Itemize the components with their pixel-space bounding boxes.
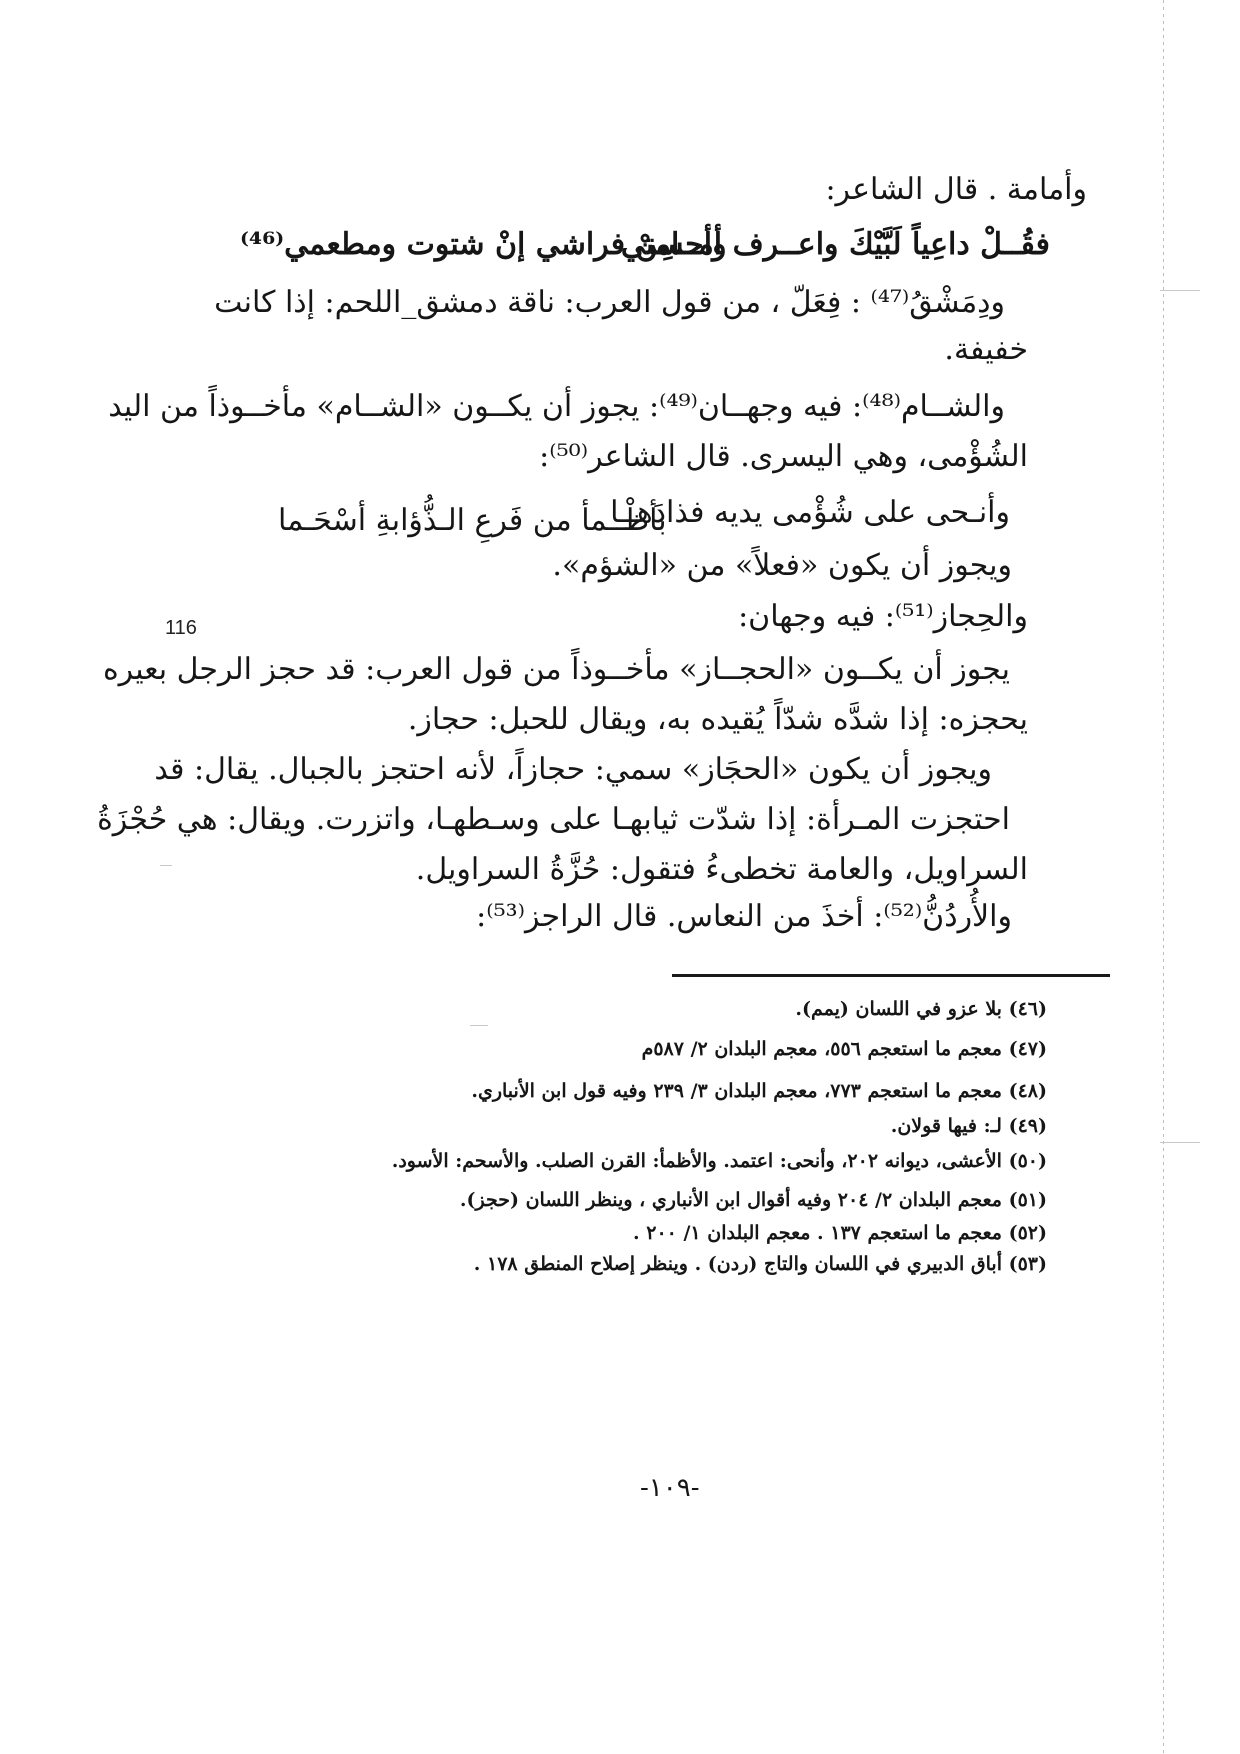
intro-line: وأمامة . قال الشاعر: (825, 172, 1087, 207)
scan-speck (1160, 1142, 1200, 1143)
margin-number: 116 (165, 617, 197, 639)
verse-1-first-hemistich: فقُــلْ داعِياً لَبَّيْكَ واعــرف أمــامتي (620, 227, 1050, 262)
verse-1-second-hemistich: وأحسِنْ فراشي إنْ شتوت ومطعمي⁽⁴⁶⁾ (240, 227, 727, 262)
hijaz-paragraph-line-2: يحجزه: إذا شدَّه شدّاً يُقيده به، ويقال للحبل: حجاز. (407, 702, 1028, 737)
scan-speck (470, 1025, 488, 1026)
verse-2-second-hemistich: بأظْــمأ من فَرعِ الـذُّؤابةِ أسْحَـما (278, 503, 667, 538)
footnote-47: (٤٧) معجم ما استعجم ٥٥٦، معجم البلدان ٢/ ٥٨٧م (641, 1038, 1047, 1060)
footnote-50: (٥٠) الأعشى، ديوانه ٢٠٢، وأنحى: اعتمد. والأظمأ: القرن الصلب. والأسحم: الأسود. (391, 1150, 1047, 1172)
footnote-49: (٤٩) لـ: فيها قولان. (890, 1115, 1047, 1137)
sham-paragraph-line-2: الشُؤْمى، وهي اليسرى. قال الشاعر⁽⁵⁰⁾: (539, 439, 1028, 474)
verse-2-first-hemistich: وأنـحى على شُؤْمى يديه فذادَهــا (610, 495, 1010, 530)
footnote-51: (٥١) معجم البلدان ٢/ ٢٠٤ وفيه أقوال ابن الأنباري ، وينظر اللسان (حجز). (459, 1189, 1047, 1211)
hijaz-paragraph-line-5: السراويل، والعامة تخطىءُ فتقول: حُزَّةُ السراويل. (415, 852, 1028, 887)
page-number: -١٠٩- (640, 1473, 700, 1503)
footnote-53: (٥٣) أباق الدبيري في اللسان والتاج (ردن) . وينظر إصلاح المنطق ١٧٨ . (473, 1253, 1047, 1275)
sham-paragraph-line-1: والشــام⁽⁴⁸⁾: فيه وجهــان⁽⁴⁹⁾: يجوز أن يكــون «الشــام» مأخــوذاً من اليد (108, 389, 1005, 424)
sham-alternative-line: ويجوز أن يكون «فعلاً» من «الشؤم». (552, 548, 1012, 583)
scan-speck (1160, 290, 1200, 291)
footnote-48: (٤٨) معجم ما استعجم ٧٧٣، معجم البلدان ٣/ ٢٣٩ وفيه قول ابن الأنباري. (471, 1080, 1047, 1102)
hijaz-paragraph-line-3: ويجوز أن يكون «الحجَاز» سمي: حجازاً، لأنه احتجز بالجبال. يقال: قد (154, 752, 992, 787)
dimashq-paragraph-line-2: خفيفة. (944, 332, 1028, 367)
verse-line-1 (240, 225, 1050, 269)
hijaz-heading: والحِجاز⁽⁵¹⁾: فيه وجهان: (738, 599, 1028, 634)
scan-edge-line (1163, 0, 1164, 1754)
footnote-separator (672, 974, 1110, 977)
footnote-46: (٤٦) بلا عزو في اللسان (يمم). (795, 998, 1047, 1020)
verse-line-2 (278, 493, 1010, 543)
scan-speck (160, 865, 172, 866)
footnote-52: (٥٢) معجم ما استعجم ١٣٧ . معجم البلدان ١/ ٢٠٠ . (633, 1222, 1047, 1244)
hijaz-paragraph-line-4: احتجزت المـرأة: إذا شدّت ثيابهـا على وسـطهـا، واتزرت. ويقال: هي حُجْزَةُ (97, 802, 1010, 837)
dimashq-paragraph-line-1: ودِمَشْقُ⁽⁴⁷⁾ : فِعَلّ ، من قول العرب: ناقة دمشق_اللحم: إذا كانت (214, 285, 1005, 320)
urdun-line: والأُردُنُّ⁽⁵²⁾: أخذَ من النعاس. قال الراجز⁽⁵³⁾: (476, 899, 1012, 934)
hijaz-paragraph-line-1: يجوز أن يكــون «الحجــاز» مأخــوذاً من قول العرب: قد حجز الرجل بعيره (102, 652, 1010, 687)
